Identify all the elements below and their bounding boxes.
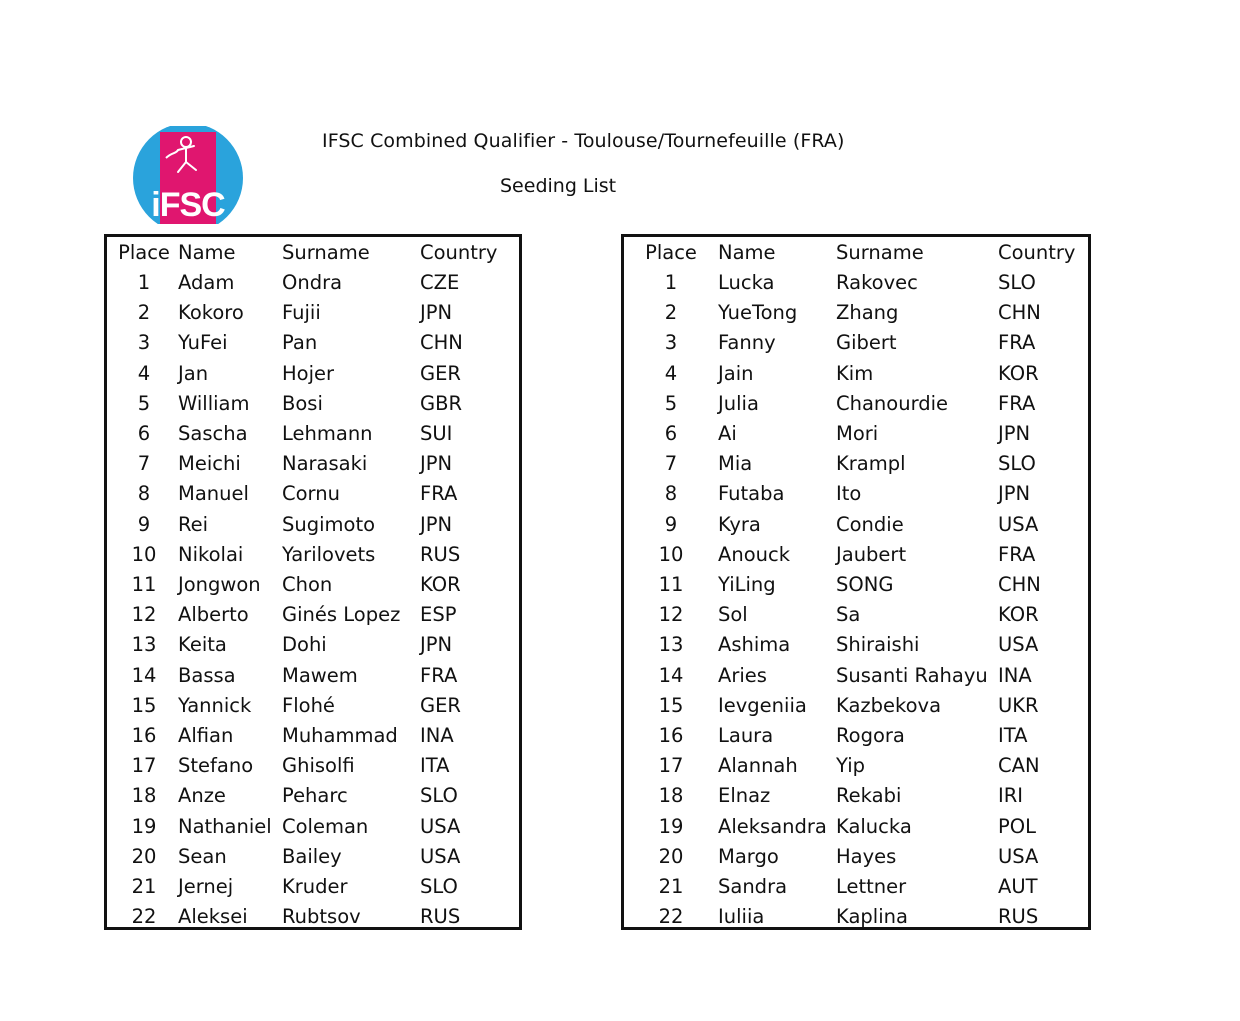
cell-place: 15: [658, 693, 684, 717]
cell-surname: Sa: [836, 603, 861, 627]
cell-surname: Kim: [836, 361, 874, 385]
cell-name: Manuel: [178, 482, 249, 506]
cell-surname: Gibert: [836, 331, 897, 355]
cell-country: JPN: [420, 633, 453, 657]
cell-place: 1: [137, 271, 151, 294]
cell-country: ITA: [998, 724, 1028, 747]
cell-country: RUS: [420, 905, 461, 929]
cell-place: 8: [664, 482, 678, 506]
cell-surname: Kazbekova: [836, 693, 942, 717]
cell-name: Adam: [178, 271, 235, 294]
women-seeding-table: [621, 234, 1091, 930]
cell-place: 4: [664, 361, 678, 385]
cell-name: Margo: [718, 844, 779, 868]
cell-place: 20: [131, 844, 157, 868]
cell-place: 7: [664, 452, 678, 476]
cell-name: Keita: [178, 633, 227, 657]
cell-surname: Flohé: [282, 693, 335, 717]
cell-country: USA: [420, 844, 461, 868]
cell-name: Kyra: [718, 512, 761, 536]
cell-name: Sascha: [178, 422, 248, 445]
column-header-place: Place: [645, 241, 697, 264]
cell-surname: Ito: [836, 482, 862, 506]
cell-name: Sean: [178, 844, 227, 868]
cell-name: Kokoro: [178, 301, 244, 325]
cell-name: Yannick: [178, 693, 252, 717]
cell-country: JPN: [998, 422, 1031, 445]
cell-country: SLO: [420, 875, 458, 898]
cell-surname: Kaplina: [836, 905, 908, 929]
cell-surname: Zhang: [836, 301, 899, 325]
cell-country: CAN: [998, 754, 1040, 778]
cell-place: 1: [664, 271, 678, 294]
cell-surname: Ginés Lopez: [282, 603, 401, 627]
cell-name: Mia: [718, 452, 753, 476]
cell-place: 5: [137, 391, 151, 415]
cell-name: Nikolai: [178, 542, 244, 566]
cell-place: 10: [131, 542, 157, 566]
cell-country: FRA: [998, 391, 1036, 415]
cell-place: 20: [658, 844, 684, 868]
ifsc-logo-text: iFSC: [151, 186, 225, 224]
cell-name: Nathaniel: [178, 814, 272, 838]
cell-surname: Mawem: [282, 663, 358, 687]
cell-name: Aleksei: [178, 905, 248, 929]
cell-country: GER: [420, 361, 461, 385]
cell-name: Jernej: [178, 875, 234, 898]
cell-country: FRA: [998, 542, 1036, 566]
cell-place: 12: [131, 603, 157, 627]
cell-surname: Rekabi: [836, 784, 902, 808]
cell-surname: Rubtsov: [282, 905, 361, 929]
cell-country: USA: [998, 512, 1039, 536]
cell-name: Bassa: [178, 663, 236, 687]
cell-country: KOR: [998, 603, 1039, 627]
cell-surname: Pan: [282, 331, 318, 355]
column-header-surname: Surname: [282, 241, 370, 264]
cell-surname: Krampl: [836, 452, 906, 476]
cell-name: Iuliia: [718, 905, 765, 929]
cell-surname: SONG: [836, 573, 894, 596]
cell-name: William: [178, 391, 250, 415]
cell-name: Jongwon: [178, 573, 261, 596]
cell-country: GBR: [420, 391, 463, 415]
cell-place: 14: [658, 663, 684, 687]
cell-place: 22: [658, 905, 684, 929]
cell-country: JPN: [420, 301, 453, 325]
cell-name: Fanny: [718, 331, 776, 355]
cell-surname: Coleman: [282, 814, 369, 838]
cell-surname: Jaubert: [836, 542, 907, 566]
cell-place: 5: [664, 391, 678, 415]
cell-country: USA: [998, 633, 1039, 657]
cell-country: FRA: [420, 663, 458, 687]
cell-name: Rei: [178, 512, 209, 536]
cell-surname: Peharc: [282, 784, 348, 808]
cell-country: SLO: [998, 271, 1036, 294]
cell-name: YiLing: [718, 573, 776, 596]
cell-surname: Shiraishi: [836, 633, 920, 657]
column-header-country: Country: [420, 241, 498, 264]
cell-name: Meichi: [178, 452, 241, 476]
cell-country: CZE: [420, 271, 460, 294]
cell-country: INA: [420, 724, 454, 747]
cell-place: 2: [664, 301, 678, 325]
cell-name: Anouck: [718, 542, 791, 566]
cell-surname: Yarilovets: [282, 542, 376, 566]
cell-country: ESP: [420, 603, 457, 627]
cell-country: JPN: [998, 482, 1031, 506]
cell-surname: Cornu: [282, 482, 340, 506]
cell-name: Sandra: [718, 875, 788, 898]
cell-surname: Lehmann: [282, 422, 373, 445]
cell-surname: Ghisolfi: [282, 754, 355, 778]
cell-name: Aries: [718, 663, 767, 687]
cell-place: 11: [658, 573, 684, 596]
cell-place: 22: [131, 905, 157, 929]
cell-place: 9: [137, 512, 151, 536]
cell-place: 17: [131, 754, 157, 778]
cell-surname: Rakovec: [836, 271, 918, 294]
cell-name: Stefano: [178, 754, 254, 778]
cell-country: JPN: [420, 452, 453, 476]
cell-country: SLO: [420, 784, 458, 808]
cell-surname: Ondra: [282, 271, 343, 294]
cell-place: 12: [658, 603, 684, 627]
cell-surname: Kalucka: [836, 814, 912, 838]
cell-surname: Fujii: [282, 301, 321, 325]
cell-place: 18: [131, 784, 157, 808]
cell-name: YuFei: [178, 331, 228, 355]
cell-name: Alberto: [178, 603, 249, 627]
cell-country: KOR: [998, 361, 1039, 385]
cell-place: 19: [658, 814, 684, 838]
cell-name: Alfian: [178, 724, 234, 747]
cell-place: 13: [658, 633, 684, 657]
cell-name: Lucka: [718, 271, 775, 294]
cell-country: INA: [998, 663, 1032, 687]
cell-surname: Chon: [282, 573, 333, 596]
cell-place: 19: [131, 814, 157, 838]
cell-place: 4: [137, 361, 151, 385]
cell-country: RUS: [998, 905, 1039, 929]
cell-country: RUS: [420, 542, 461, 566]
cell-country: SUI: [420, 422, 453, 445]
cell-country: AUT: [998, 875, 1038, 898]
cell-surname: Chanourdie: [836, 391, 949, 415]
column-header-name: Name: [178, 241, 236, 264]
cell-country: CHN: [998, 573, 1041, 596]
cell-place: 13: [131, 633, 157, 657]
cell-surname: Kruder: [282, 875, 348, 898]
cell-name: Sol: [718, 603, 748, 627]
cell-name: Jain: [718, 361, 754, 385]
cell-surname: Hayes: [836, 844, 897, 868]
cell-place: 3: [664, 331, 678, 355]
cell-country: ITA: [420, 754, 450, 778]
cell-country: SLO: [998, 452, 1036, 476]
cell-name: Futaba: [718, 482, 785, 506]
cell-surname: Mori: [836, 422, 879, 445]
cell-country: KOR: [420, 573, 461, 596]
cell-surname: Susanti Rahayu: [836, 663, 988, 687]
cell-surname: Sugimoto: [282, 512, 376, 536]
cell-name: Jan: [178, 361, 209, 385]
cell-surname: Muhammad: [282, 724, 398, 747]
cell-name: Ai: [718, 422, 737, 445]
cell-place: 21: [131, 875, 157, 898]
column-header-surname: Surname: [836, 241, 924, 264]
cell-name: YueTong: [718, 301, 798, 325]
cell-surname: Lettner: [836, 875, 907, 898]
cell-place: 10: [658, 542, 684, 566]
cell-name: Elnaz: [718, 784, 771, 808]
cell-country: CHN: [420, 331, 463, 355]
cell-surname: Dohi: [282, 633, 327, 657]
cell-country: JPN: [420, 512, 453, 536]
cell-name: Alannah: [718, 754, 798, 778]
cell-surname: Narasaki: [282, 452, 368, 476]
cell-name: Julia: [718, 391, 759, 415]
men-seeding-table: [104, 234, 522, 930]
cell-country: USA: [998, 844, 1039, 868]
column-header-country: Country: [998, 241, 1076, 264]
cell-name: Aleksandra: [718, 814, 827, 838]
cell-place: 16: [131, 724, 157, 747]
cell-place: 21: [658, 875, 684, 898]
cell-place: 7: [137, 452, 151, 476]
cell-place: 8: [137, 482, 151, 506]
cell-place: 17: [658, 754, 684, 778]
cell-surname: Condie: [836, 512, 904, 536]
page-subtitle: Seeding List: [500, 175, 617, 197]
cell-country: POL: [998, 814, 1036, 838]
cell-place: 15: [131, 693, 157, 717]
cell-country: GER: [420, 693, 461, 717]
column-header-place: Place: [118, 241, 170, 264]
cell-place: 11: [131, 573, 157, 596]
cell-name: Laura: [718, 724, 774, 747]
ifsc-logo: [132, 126, 244, 224]
cell-country: FRA: [998, 331, 1036, 355]
cell-name: Ashima: [718, 633, 791, 657]
cell-name: Ievgeniia: [718, 693, 807, 717]
cell-surname: Bailey: [282, 844, 342, 868]
cell-place: 18: [658, 784, 684, 808]
cell-country: IRI: [998, 784, 1024, 808]
cell-place: 14: [131, 663, 157, 687]
cell-place: 6: [137, 422, 151, 445]
cell-place: 2: [137, 301, 151, 325]
column-header-name: Name: [718, 241, 776, 264]
cell-country: UKR: [998, 693, 1039, 717]
cell-surname: Rogora: [836, 724, 905, 747]
cell-place: 9: [664, 512, 678, 536]
cell-place: 6: [664, 422, 678, 445]
cell-country: CHN: [998, 301, 1041, 325]
cell-surname: Hojer: [282, 361, 335, 385]
cell-country: FRA: [420, 482, 458, 506]
cell-country: USA: [420, 814, 461, 838]
cell-name: Anze: [178, 784, 226, 808]
page-title: IFSC Combined Qualifier - Toulouse/Tournefeuille (FRA): [322, 130, 845, 152]
cell-place: 3: [137, 331, 151, 355]
cell-surname: Yip: [836, 754, 866, 778]
cell-surname: Bosi: [282, 391, 323, 415]
cell-place: 16: [658, 724, 684, 747]
